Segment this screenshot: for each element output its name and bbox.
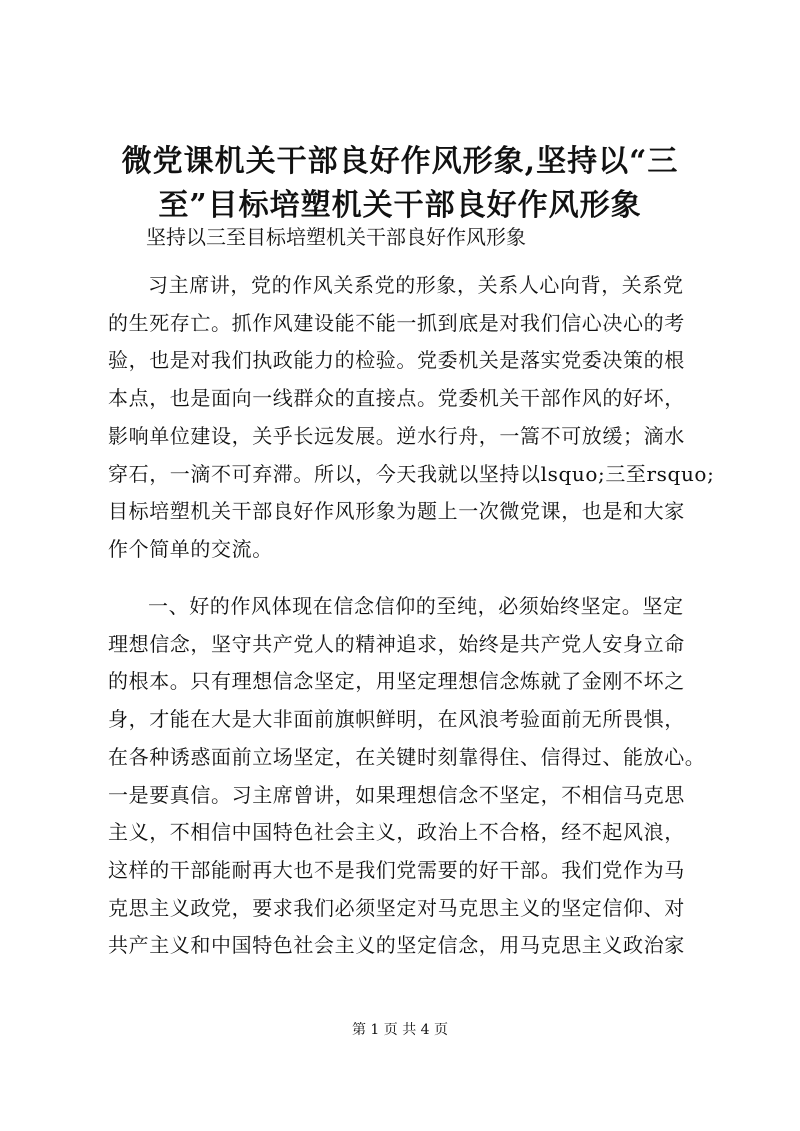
- paragraph-line: 克思主义政党，要求我们必须坚定对马克思主义的坚定信仰、对: [108, 895, 685, 920]
- title-line: 微党课机关干部良好作风形象,坚持以“三: [121, 144, 679, 179]
- paragraph-line: 理想信念，坚守共产党人的精神追求，始终是共产党人安身立命: [108, 631, 685, 656]
- paragraph-2: [108, 588, 705, 965]
- paragraph-line: 本点，也是面向一线群众的直接点。党委机关干部作风的好坏，: [108, 386, 685, 411]
- paragraph-1: [108, 267, 714, 569]
- paragraph-line: 在各种诱惑面前立场坚定，在关键时刻靠得住、信得过、能放心。: [108, 744, 706, 769]
- paragraph-line: 验，也是对我们执政能力的检验。党委机关是落实党委决策的根: [108, 348, 685, 373]
- paragraph-line: 的根本。只有理想信念坚定，用坚定理想信念炼就了金刚不坏之: [108, 669, 685, 694]
- paragraph-line: 穿石，一滴不可弃滞。所以，今天我就以坚持以lsquo;三至rsquo;: [108, 461, 715, 486]
- page-footer: 第 1 页 共 4 页: [351, 1022, 449, 1038]
- paragraph-line: 目标培塑机关干部良好作风形象为题上一次微党课，也是和大家: [108, 499, 685, 524]
- document-title: [108, 140, 692, 228]
- paragraph-line: 习主席讲，党的作风关系党的形象，关系人心向背，关系党: [148, 273, 684, 297]
- paragraph-line: 共产主义和中国特色社会主义的坚定信念，用马克思主义政治家: [108, 933, 685, 958]
- document-subtitle: 坚持以三至目标培塑机关干部良好作风形象: [146, 225, 526, 249]
- paragraph-line: 影响单位建设，关乎长远发展。逆水行舟，一篙不可放缓；滴水: [108, 423, 685, 448]
- paragraph-line: 这样的干部能耐再大也不是我们党需要的好干部。我们党作为马: [108, 857, 685, 882]
- paragraph-line: 作个简单的交流。: [108, 536, 273, 561]
- paragraph-line: 一是要真信。习主席曾讲，如果理想信念不坚定，不相信马克思: [108, 782, 685, 807]
- title-line: 至”目标培塑机关干部良好作风形象: [158, 188, 642, 223]
- paragraph-line: 一、好的作风体现在信念信仰的至纯，必须始终坚定。坚定: [148, 594, 684, 618]
- paragraph-line: 的生死存亡。抓作风建设能不能一抓到底是对我们信心决心的考: [108, 310, 685, 335]
- paragraph-line: 主义，不相信中国特色社会主义，政治上不合格，经不起风浪，: [108, 820, 685, 845]
- paragraph-line: 身，才能在大是大非面前旗帜鲜明，在风浪考验面前无所畏惧，: [108, 707, 685, 732]
